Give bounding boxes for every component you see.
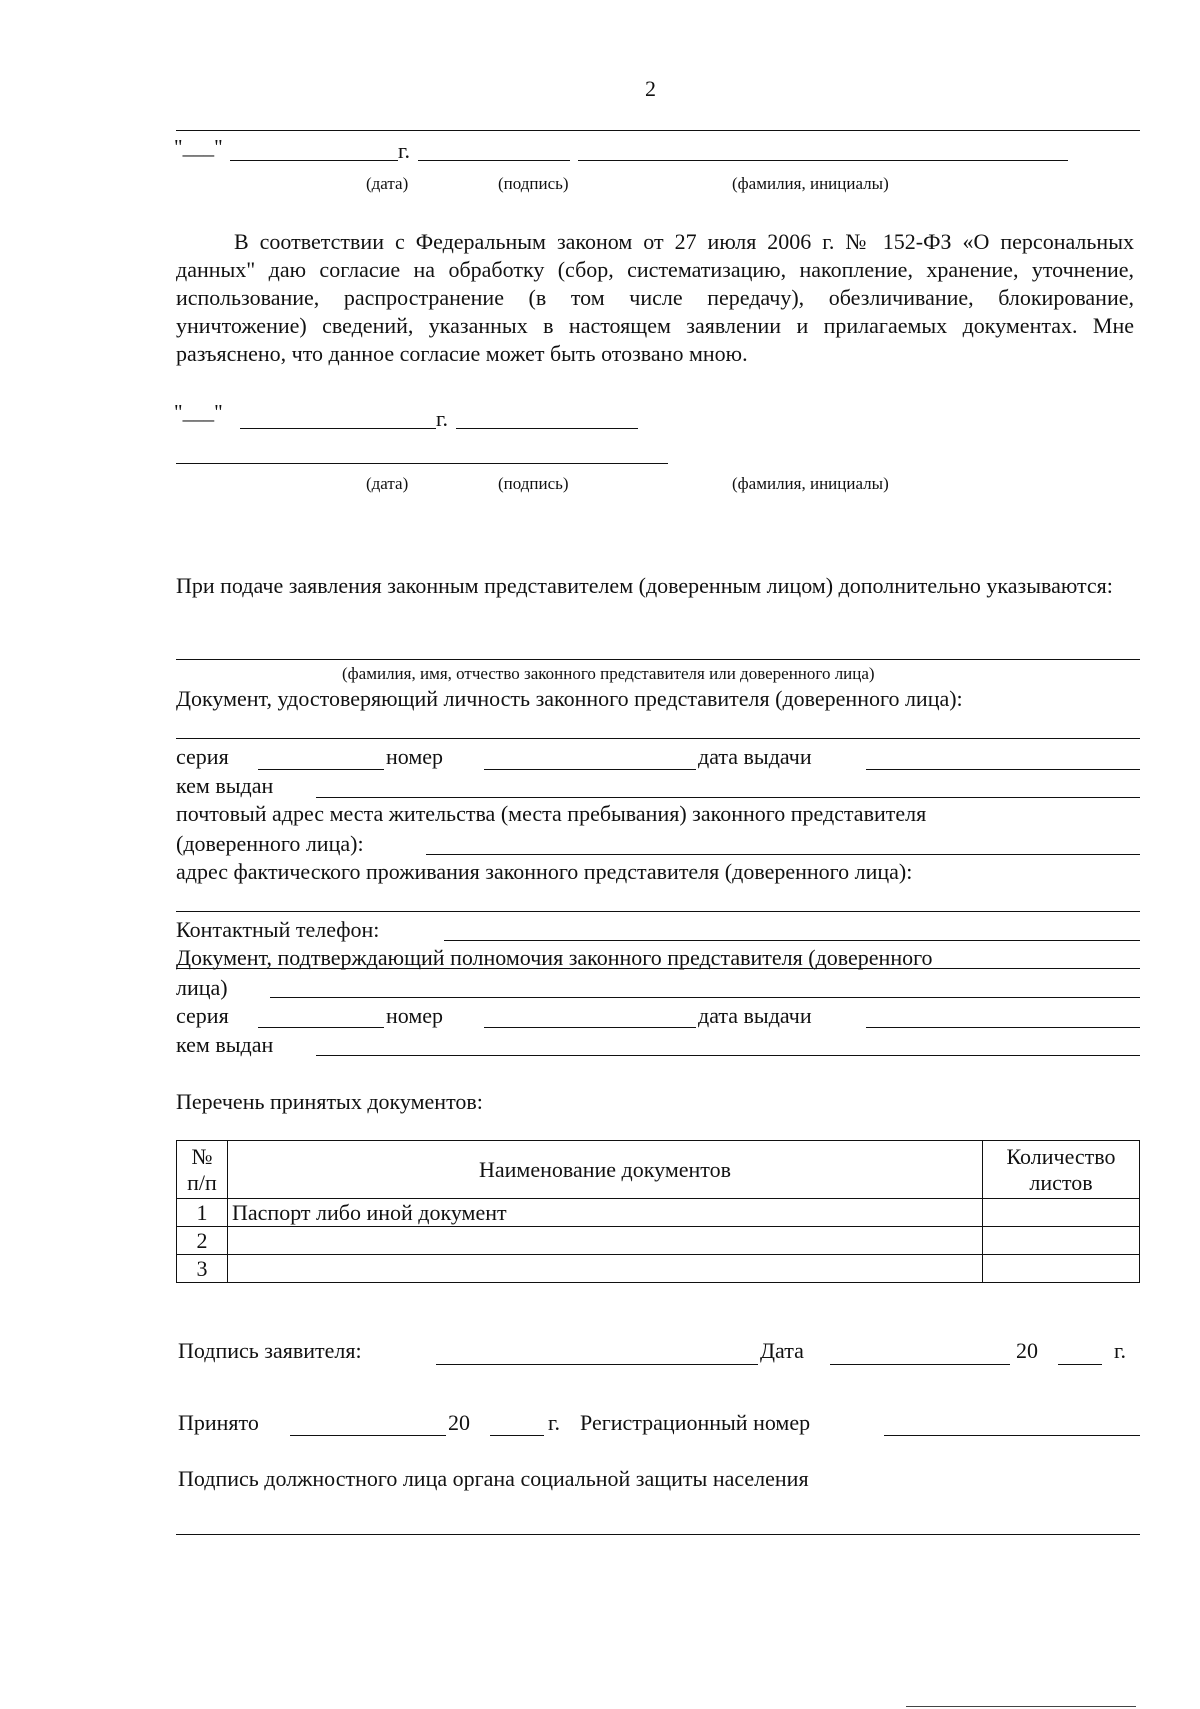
year-suffix-1: г. (398, 138, 411, 163)
issue-date-line-2 (866, 1027, 1140, 1028)
applicant-signature-line (436, 1364, 758, 1365)
documents-table (176, 1140, 1140, 1283)
signature-line-2 (456, 428, 638, 429)
applicant-signature-label: Подпись заявителя: (178, 1338, 362, 1363)
postal-address-label-2: (доверенного лица): (176, 831, 364, 856)
representative-name-line (176, 659, 1140, 660)
actual-address-line (176, 911, 1140, 912)
accepted-date-line (290, 1435, 446, 1436)
series-line-2 (258, 1027, 384, 1028)
row-num: 3 (177, 1255, 228, 1283)
accepted-label: Принято (178, 1410, 259, 1435)
row-count (983, 1199, 1140, 1227)
header-name: Наименование документов (228, 1141, 983, 1199)
authority-doc-line (270, 997, 1140, 998)
official-signature-line (176, 1534, 1140, 1535)
documents-title: Перечень принятых документов: (176, 1089, 483, 1114)
row-num: 1 (177, 1199, 228, 1227)
issued-by-label-2: кем выдан (176, 1032, 274, 1057)
year-suffix-2: г. (436, 406, 449, 431)
page-number: 2 (645, 76, 656, 101)
postal-address-label-1: почтовый адрес места жительства (места пребывания) законного представителя (176, 801, 927, 826)
authority-doc-label-2: лица) (176, 975, 228, 1000)
reg-number-line (884, 1435, 1140, 1436)
header-count: Количество листов (983, 1141, 1140, 1199)
date-label: Дата (760, 1338, 804, 1363)
postal-address-line (426, 854, 1140, 855)
date-line-2 (240, 428, 436, 429)
scan-edge-mark (906, 1706, 1136, 1707)
label-name-2: (фамилия, инициалы) (732, 474, 889, 493)
issued-by-label: кем выдан (176, 773, 274, 798)
row-num: 2 (177, 1227, 228, 1255)
date-line (830, 1364, 1010, 1365)
phone-line (444, 940, 1140, 941)
consent-paragraph: В соответствии с Федеральным законом от 27 июля 2006 г. № 152-ФЗ «О персональных данных" даю согласие на обработку (сбор, систематизацию, накопление, хранение, уточнение, использование, распространение (в том числе передачу), обезличивание, блокирование, уничтожение) сведений, указанных в настоящем заявлении и прилагаемых документах. Мне разъяснено, что данное согласие может быть отозвано мною. (176, 229, 1134, 366)
issued-by-line-2 (316, 1055, 1140, 1056)
issue-date-line (866, 769, 1140, 770)
number-line (484, 769, 696, 770)
authority-doc-underline (176, 968, 1140, 969)
table-row (177, 1227, 1140, 1255)
label-signature-1: (подпись) (498, 174, 569, 193)
issue-date-label-2: дата выдачи (698, 1003, 812, 1028)
signature-line-1 (418, 160, 570, 161)
top-rule (176, 130, 1140, 131)
label-signature-2: (подпись) (498, 474, 569, 493)
number-label-2: номер (386, 1003, 444, 1028)
actual-address-label: адрес фактического проживания законного представителя (доверенного лица): (176, 859, 913, 884)
series-label-2: серия (176, 1003, 229, 1028)
year-suffix: г. (1114, 1338, 1127, 1363)
label-date-2: (дата) (366, 474, 409, 493)
issue-date-label: дата выдачи (698, 744, 812, 769)
name-line-1 (578, 160, 1068, 161)
accepted-year-line (490, 1435, 544, 1436)
number-label: номер (386, 744, 444, 769)
row-count (983, 1255, 1140, 1283)
date-quotes-2: "___" (174, 400, 223, 424)
series-label: серия (176, 744, 229, 769)
header-num: № п/п (177, 1141, 228, 1199)
year-line (1058, 1364, 1102, 1365)
table-header-row (177, 1141, 1140, 1199)
label-name-1: (фамилия, инициалы) (732, 174, 889, 193)
accepted-year-suffix: г. (548, 1410, 561, 1435)
date-quotes-1: "___" (174, 135, 223, 159)
accepted-year-prefix: 20 (448, 1410, 470, 1435)
row-count (983, 1227, 1140, 1255)
table-row (177, 1255, 1140, 1283)
representative-intro: При подаче заявления законным представителем (доверенным лицом) дополнительно указываются: (176, 573, 1113, 598)
name-line-2 (176, 463, 668, 464)
representative-name-caption: (фамилия, имя, отчество законного представителя или доверенного лица) (342, 664, 875, 683)
id-doc-line (176, 738, 1140, 739)
date-line-1 (230, 160, 398, 161)
official-signature-label: Подпись должностного лица органа социальной защиты населения (178, 1466, 809, 1491)
year-prefix: 20 (1016, 1338, 1038, 1363)
number-line-2 (484, 1027, 696, 1028)
row-name: Паспорт либо иной документ (228, 1199, 983, 1227)
issued-by-line (316, 797, 1140, 798)
authority-doc-label-1: Документ, подтверждающий полномочия законного представителя (доверенного (176, 945, 933, 970)
label-date-1: (дата) (366, 174, 409, 193)
phone-label: Контактный телефон: (176, 917, 380, 942)
series-line (258, 769, 384, 770)
row-name (228, 1255, 983, 1283)
id-doc-label: Документ, удостоверяющий личность законного представителя (доверенного лица): (176, 686, 963, 711)
row-name (228, 1227, 983, 1255)
reg-number-label: Регистрационный номер (580, 1410, 811, 1435)
table-row (177, 1199, 1140, 1227)
